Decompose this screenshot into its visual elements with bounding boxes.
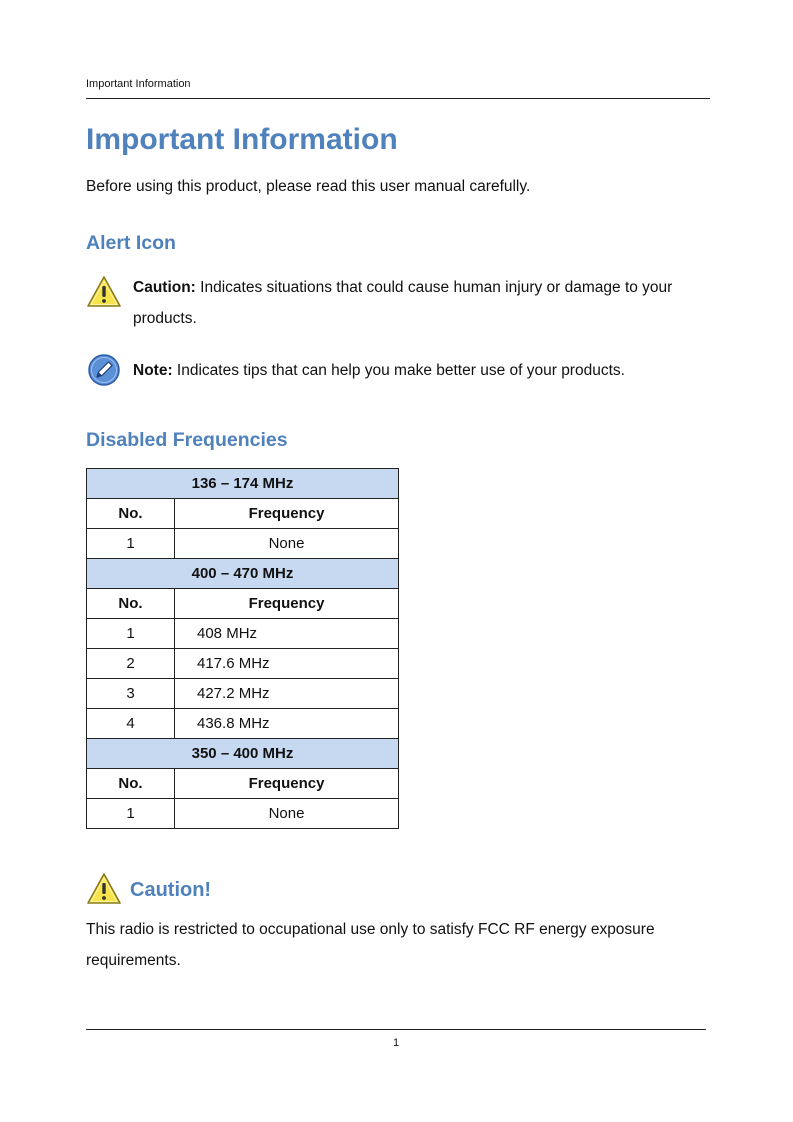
caution-notice-text: This radio is restricted to occupational use only to satisfy FCC RF energy exposure requirements. [86, 921, 655, 969]
column-header-row [87, 589, 399, 619]
column-header-row [87, 769, 399, 799]
col-header-frequency: Frequency [175, 589, 399, 619]
disabled-frequencies-table [86, 468, 399, 829]
warning-triangle-icon [86, 871, 122, 907]
page-number: 1 [392, 1037, 400, 1049]
row-no: 4 [87, 709, 175, 739]
col-header-no: No. [87, 589, 175, 619]
row-no: 2 [87, 649, 175, 679]
row-frequency: None [175, 529, 399, 559]
table-row [87, 649, 399, 679]
row-frequency: 408 MHz [175, 619, 399, 649]
row-frequency: 436.8 MHz [175, 709, 399, 739]
disabled-frequencies-heading: Disabled Frequencies [86, 429, 288, 451]
caution-notice-title: Caution! [130, 879, 212, 901]
table-row [87, 709, 399, 739]
table-row [87, 799, 399, 829]
table-row [87, 619, 399, 649]
caution-description: Indicates situations that could cause human injury or damage to your products. [133, 279, 673, 327]
pencil-note-icon [86, 352, 122, 388]
row-no: 1 [87, 799, 175, 829]
row-frequency: 427.2 MHz [175, 679, 399, 709]
band-label: 400 – 470 MHz [87, 559, 399, 589]
running-header: Important Information [86, 78, 191, 90]
col-header-no: No. [87, 769, 175, 799]
row-no: 3 [87, 679, 175, 709]
col-header-no: No. [87, 499, 175, 529]
caution-label: Caution: [133, 279, 196, 296]
intro-paragraph: Before using this product, please read this user manual carefully. [86, 178, 531, 195]
band-row [87, 559, 399, 589]
row-no: 1 [87, 529, 175, 559]
band-label: 350 – 400 MHz [87, 739, 399, 769]
warning-triangle-icon [86, 274, 122, 310]
row-frequency: None [175, 799, 399, 829]
band-row [87, 469, 399, 499]
row-frequency: 417.6 MHz [175, 649, 399, 679]
col-header-frequency: Frequency [175, 499, 399, 529]
column-header-row [87, 499, 399, 529]
row-no: 1 [87, 619, 175, 649]
band-label: 136 – 174 MHz [87, 469, 399, 499]
col-header-frequency: Frequency [175, 769, 399, 799]
footer-divider [86, 1029, 706, 1030]
table-row [87, 529, 399, 559]
note-label: Note: [133, 362, 173, 379]
header-divider [86, 98, 710, 99]
table-row [87, 679, 399, 709]
page-title: Important Information [86, 123, 398, 156]
note-description: Indicates tips that can help you make better use of your products. [172, 362, 625, 379]
alert-icon-heading: Alert Icon [86, 232, 176, 254]
band-row [87, 739, 399, 769]
